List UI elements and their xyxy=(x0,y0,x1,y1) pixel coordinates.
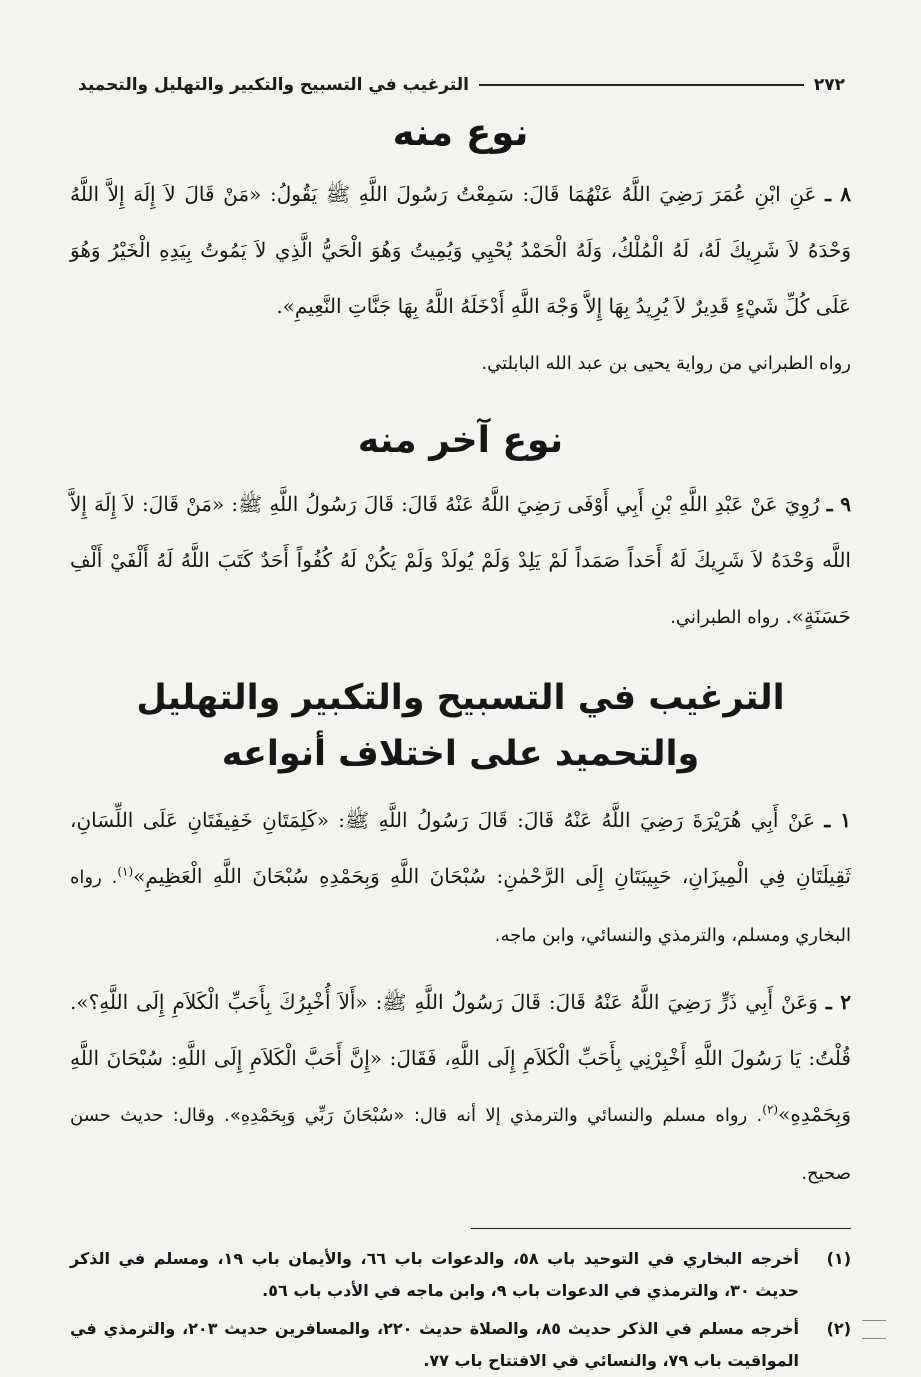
scan-edge-mark xyxy=(862,1338,886,1339)
hadith-text: عَنْ أَبِي هُرَيْرَةَ رَضِيَ اللَّهُ عَنْهُ قَالَ: قَالَ رَسُولُ اللَّهِ ﷺ: «كَلِمَتَانِ خَفِيفَتَانِ عَلَى اللِّسَانِ، ثَقِيلَتَانِ فِي الْمِيزَانِ، حَبِيبَتَانِ إِلَى الرَّحْمٰنِ: سُبْحَانَ اللَّهِ وَبِحَمْدِهِ سُبْحَانَ اللَّهِ الْعَظِيمِ» xyxy=(70,808,851,888)
hadith-number: ٩ ـ xyxy=(826,492,852,516)
footnote-text: أخرجه مسلم في الذكر حديث ٨٥، والصلاة حديث ٢٢٠، والمسافرين حديث ٢٠٣، والترمذي في المواقيت باب ٧٩، والنسائي في الافتتاح باب ٧٧. xyxy=(70,1319,800,1370)
header-rule xyxy=(479,84,804,86)
footnote-number: (١) xyxy=(826,1249,851,1268)
hadith-number: ٨ ـ xyxy=(825,182,852,206)
scan-edge-mark xyxy=(862,1320,886,1321)
section-title-2: نوع آخر منه xyxy=(357,420,564,461)
footnote-1 xyxy=(70,1243,851,1307)
running-title: الترغيب في التسبيح والتكبير والتهليل والتحميد xyxy=(78,75,469,95)
source-text: رواه الطبراني. xyxy=(670,607,780,628)
source-text: . رواه البخاري ومسلم، والترمذي والنسائي، وابن ماجه. xyxy=(70,867,851,946)
footnote-ref[interactable]: (١) xyxy=(117,864,134,879)
section-title-1: نوع منه xyxy=(392,111,529,154)
footnote-ref[interactable]: (٢) xyxy=(762,1102,779,1117)
hadith-text: عَنِ ابْنِ عُمَرَ رَضِيَ اللَّهُ عَنْهُمَا قَالَ: سَمِعْتُ رَسُولَ اللَّهِ ﷺ يَقُولُ: «مَنْ قَالَ لاَ إِلَهَ إِلاَّ اللَّهُ وَحْدَهُ لاَ شَرِيكَ لَهُ، لَهُ الْمُلْكُ، وَلَهُ الْحَمْدُ يُحْيِي وَيُمِيتُ وَهُوَ الْحَيُّ الَّذِي لاَ يَمُوتُ بِيَدِهِ الْخَيْرُ وَهُوَ عَلَى كُلِّ شَيْءٍ قَدِيرٌ لاَ يُرِيدُ بِهَا إِلاَّ وَجْهَ اللَّهِ أَدْخَلَهُ اللَّهُ بِهَا جَنَّاتِ النَّعِيمِ». xyxy=(70,182,851,318)
hadith-2 xyxy=(70,974,851,1202)
footnote-text: أخرجه البخاري في التوحيد باب ٥٨، والدعوات باب ٦٦، والأيمان باب ١٩، ومسلم في الذكر حديث ٣٠، والترمذي في الدعوات باب ٩، وابن ماجه في الأدب باب ٥٦. xyxy=(70,1249,800,1300)
hadith-text: وَعَنْ أَبِي ذَرٍّ رَضِيَ اللَّهُ عَنْهُ قَالَ: قَالَ رَسُولُ اللَّهِ ﷺ: «أَلاَ أُخْبِرُكَ بِأَحَبِّ الْكَلاَمِ إِلَى اللَّهِ؟». قُلْتُ: يَا رَسُولَ اللَّهِ أَخْبِرْنِي بِأَحَبِّ الْكَلاَمِ إِلَى اللَّهِ، فَقَالَ: «إِنَّ أَحَبَّ الْكَلاَمِ إِلَى اللَّهِ: سُبْحَانَ اللَّهِ وَبِحَمْدِهِ» xyxy=(70,990,851,1126)
hadith-1 xyxy=(70,792,851,964)
chapter-title: الترغيب في التسبيح والتكبير والتهليل والتحميد على اختلاف أنواعه xyxy=(136,678,785,774)
hadith-source xyxy=(70,334,851,392)
hadith-text: رُوِيَ عَنْ عَبْدِ اللَّهِ بْنِ أَبِي أَوْفَى رَضِيَ اللَّهُ عَنْهُ قَالَ: قَالَ رَسُولُ اللَّهِ ﷺ: «مَنْ قَالَ: لاَ إِلَهَ إِلاَّ اللَّه وَحْدَهُ لاَ شَرِيكَ لَهُ أَحَداً صَمَداً لَمْ يَلِدْ وَلَمْ يُولَدْ وَلَمْ يَكُنْ لَهُ كُفُواً أَحَدٌ كَتَبَ اللَّهُ لَهُ أَلْفَيْ أَلْفِ حَسَنَةٍ». xyxy=(70,492,851,628)
page-number: ٢٧٢ xyxy=(813,75,845,95)
hadith-number: ٢ ـ xyxy=(825,990,852,1014)
footnote-separator xyxy=(471,1228,851,1229)
source-text: رواه الطبراني من رواية يحيى بن عبد الله البابلتي. xyxy=(481,353,851,374)
hadith-number: ١ ـ xyxy=(824,808,852,832)
footnote-2 xyxy=(70,1313,851,1377)
running-header xyxy=(78,68,845,102)
source-text: . رواه مسلم والنسائي والترمذي إلا أنه قال: «سُبْحَانَ رَبِّي وَبِحَمْدِهِ». وقال: حديث حسن صحيح. xyxy=(70,1105,851,1184)
footnote-number: (٢) xyxy=(826,1319,851,1338)
hadith-8 xyxy=(70,166,851,334)
hadith-9 xyxy=(70,476,851,646)
